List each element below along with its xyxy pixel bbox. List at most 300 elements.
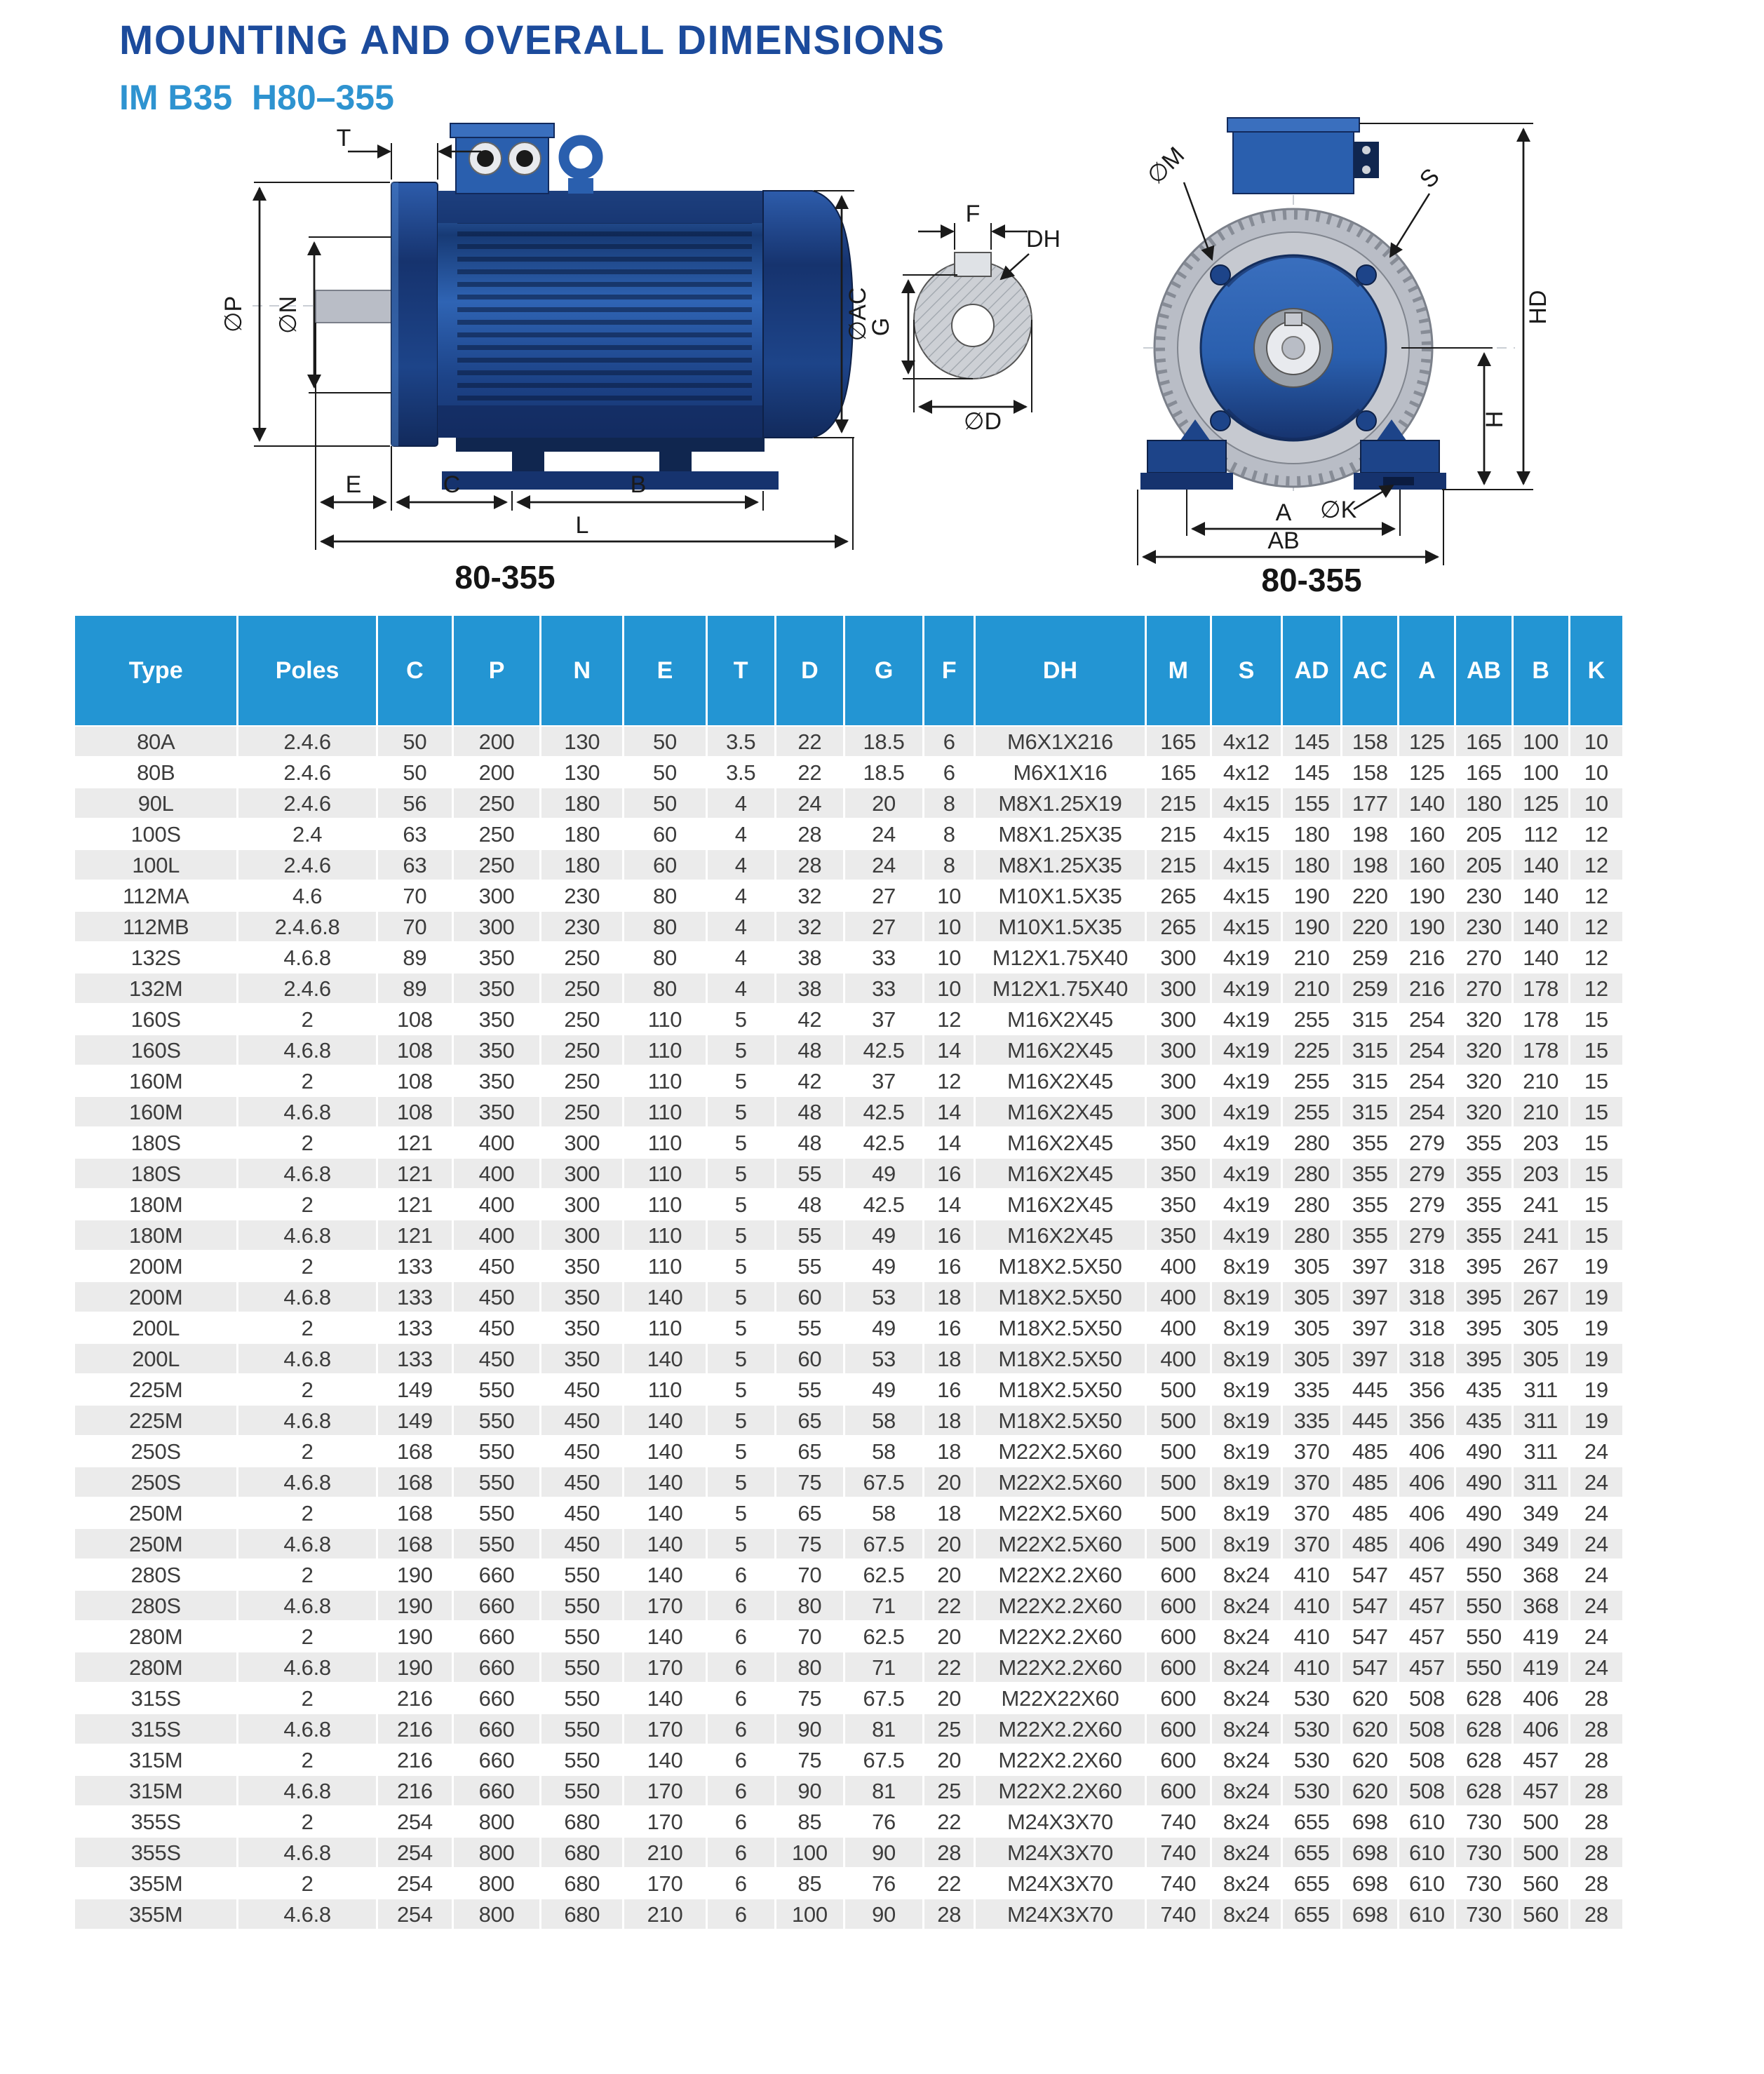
table-cell: 350 (454, 974, 539, 1003)
table-cell: 48 (776, 1097, 843, 1126)
table-cell: 110 (624, 1128, 705, 1157)
table-cell: 267 (1514, 1251, 1568, 1281)
table-cell: 42.5 (845, 1097, 922, 1126)
table-cell: 5 (708, 1498, 774, 1528)
dim-label-p: ∅P (220, 295, 247, 333)
table-cell: 225M (75, 1406, 236, 1435)
table-row (75, 727, 1622, 756)
table-cell: 5 (708, 1251, 774, 1281)
table-cell: 28 (1570, 1776, 1622, 1805)
table-cell: 2 (238, 1313, 375, 1342)
table-cell: 4 (708, 912, 774, 941)
column-header-p: P (454, 616, 539, 725)
table-cell: 10 (924, 943, 974, 972)
table-cell: M18X2.5X50 (976, 1313, 1144, 1342)
table-cell: 132S (75, 943, 236, 972)
foot (1361, 440, 1439, 473)
table-cell: 397 (1342, 1344, 1397, 1373)
table-cell: 165 (1456, 727, 1511, 756)
table-cell: 547 (1342, 1652, 1397, 1682)
table-cell: M22X2.5X60 (976, 1498, 1144, 1528)
table-cell: 254 (378, 1899, 452, 1929)
table-cell: 4.6.8 (238, 1035, 375, 1065)
table-cell: 550 (541, 1745, 622, 1775)
table-cell: 210 (1283, 943, 1340, 972)
side-view-caption: 80-355 (455, 559, 556, 595)
table-cell: 620 (1342, 1714, 1397, 1744)
table-cell: 740 (1147, 1838, 1210, 1867)
table-cell: 140 (624, 1436, 705, 1466)
table-cell: 4x19 (1212, 1035, 1281, 1065)
table-cell: M6X1X216 (976, 727, 1144, 756)
table-cell: 315S (75, 1714, 236, 1744)
table-cell: 530 (1283, 1776, 1340, 1805)
table-cell: 6 (708, 1652, 774, 1682)
table-cell: 280 (1283, 1128, 1340, 1157)
table-cell: 180 (541, 788, 622, 818)
table-cell: 140 (1399, 788, 1454, 818)
column-header-poles: Poles (238, 616, 375, 725)
table-cell: 250 (541, 974, 622, 1003)
table-cell: 315S (75, 1683, 236, 1713)
table-cell: 18 (924, 1282, 974, 1312)
table-cell: 485 (1342, 1467, 1397, 1497)
table-cell: M18X2.5X50 (976, 1344, 1144, 1373)
table-cell: 24 (845, 819, 922, 849)
table-cell: 450 (454, 1313, 539, 1342)
table-cell: 410 (1283, 1622, 1340, 1651)
table-cell: 8x24 (1212, 1745, 1281, 1775)
table-cell: 305 (1283, 1344, 1340, 1373)
table-cell: M10X1.5X35 (976, 881, 1144, 910)
table-cell: 48 (776, 1190, 843, 1219)
table-cell: 65 (776, 1406, 843, 1435)
table-cell: 628 (1456, 1745, 1511, 1775)
table-cell: 133 (378, 1344, 452, 1373)
table-cell: 230 (541, 912, 622, 941)
table-cell: 8x24 (1212, 1714, 1281, 1744)
table-row (75, 1776, 1622, 1805)
rear-end-bell (763, 191, 853, 438)
table-cell: 19 (1570, 1282, 1622, 1312)
table-cell: 10 (924, 974, 974, 1003)
table-cell: 8x19 (1212, 1375, 1281, 1404)
foot-base-plate (442, 471, 779, 490)
table-cell: 15 (1570, 1128, 1622, 1157)
table-cell: 435 (1456, 1406, 1511, 1435)
table-cell: 2 (238, 1375, 375, 1404)
column-header-t: T (708, 616, 774, 725)
table-cell: 280 (1283, 1190, 1340, 1219)
table-cell: 355 (1342, 1190, 1397, 1219)
table-cell: 203 (1514, 1128, 1568, 1157)
table-cell: M22X2.5X60 (976, 1529, 1144, 1558)
table-cell: 335 (1283, 1375, 1340, 1404)
table-cell: 419 (1514, 1622, 1568, 1651)
table-cell: 160S (75, 1035, 236, 1065)
column-header-b: B (1514, 616, 1568, 725)
table-cell: M22X2.5X60 (976, 1436, 1144, 1466)
table-cell: 16 (924, 1313, 974, 1342)
table-cell: 19 (1570, 1406, 1622, 1435)
table-cell: 279 (1399, 1128, 1454, 1157)
table-cell: 215 (1147, 850, 1210, 880)
table-cell: 108 (378, 1035, 452, 1065)
table-cell: 180M (75, 1220, 236, 1250)
table-cell: 311 (1514, 1467, 1568, 1497)
table-cell: 300 (541, 1190, 622, 1219)
shaft-center (1282, 337, 1305, 359)
table-cell: 2 (238, 1560, 375, 1589)
table-cell: 350 (1147, 1220, 1210, 1250)
table-cell: 24 (1570, 1622, 1622, 1651)
table-cell: M22X2.2X60 (976, 1560, 1144, 1589)
table-cell: M22X2.2X60 (976, 1622, 1144, 1651)
table-cell: 24 (1570, 1467, 1622, 1497)
table-cell: 500 (1147, 1406, 1210, 1435)
table-cell: 400 (454, 1159, 539, 1188)
table-cell: 200M (75, 1251, 236, 1281)
table-cell: 25 (924, 1714, 974, 1744)
table-cell: 300 (1147, 943, 1210, 972)
table-cell: 190 (1283, 912, 1340, 941)
table-cell: 355S (75, 1807, 236, 1836)
table-cell: 28 (924, 1838, 974, 1867)
table-cell: 6 (708, 1560, 774, 1589)
table-cell: 16 (924, 1251, 974, 1281)
table-cell: 3.5 (708, 727, 774, 756)
body-top-band (438, 191, 763, 223)
table-cell: 180S (75, 1128, 236, 1157)
table-cell: 300 (1147, 1035, 1210, 1065)
shaft-section-diagram (845, 202, 1084, 433)
table-cell: 2.4.6 (238, 788, 375, 818)
table-cell: 177 (1342, 788, 1397, 818)
table-cell: 16 (924, 1220, 974, 1250)
table-cell: 89 (378, 974, 452, 1003)
foot (1147, 440, 1226, 473)
table-cell: 250 (454, 819, 539, 849)
table-cell: 305 (1283, 1251, 1340, 1281)
table-cell: 406 (1399, 1498, 1454, 1528)
table-cell: 24 (1570, 1436, 1622, 1466)
table-cell: 110 (624, 1097, 705, 1126)
table-cell: 350 (541, 1344, 622, 1373)
table-cell: 100 (1514, 757, 1568, 787)
table-cell: 550 (541, 1591, 622, 1620)
table-cell: 250M (75, 1529, 236, 1558)
table-cell: 210 (1283, 974, 1340, 1003)
table-cell: 42.5 (845, 1128, 922, 1157)
table-cell: 50 (624, 727, 705, 756)
table-cell: 311 (1514, 1436, 1568, 1466)
table-cell: 24 (1570, 1529, 1622, 1558)
table-cell: 22 (776, 727, 843, 756)
table-cell: 20 (924, 1560, 974, 1589)
table-cell: 32 (776, 881, 843, 910)
table-cell: 8x24 (1212, 1591, 1281, 1620)
table-cell: 250 (541, 1066, 622, 1096)
table-row (75, 1652, 1622, 1682)
table-cell: 70 (776, 1622, 843, 1651)
table-cell: 15 (1570, 1220, 1622, 1250)
table-cell: 65 (776, 1498, 843, 1528)
table-cell: 4.6.8 (238, 1406, 375, 1435)
table-cell: 4.6 (238, 881, 375, 910)
table-cell: 28 (776, 819, 843, 849)
table-cell: 450 (454, 1251, 539, 1281)
table-cell: 63 (378, 819, 452, 849)
table-cell: 112MA (75, 881, 236, 910)
table-cell: 130 (541, 757, 622, 787)
table-cell: M8X1.25X35 (976, 819, 1144, 849)
table-cell: 58 (845, 1406, 922, 1435)
table-cell: 450 (541, 1375, 622, 1404)
table-cell: 457 (1514, 1745, 1568, 1775)
column-header-dh: DH (976, 616, 1144, 725)
dim-label-ab: AB (1267, 527, 1300, 554)
column-header-type: Type (75, 616, 236, 725)
table-cell: 90L (75, 788, 236, 818)
table-cell: 42.5 (845, 1190, 922, 1219)
table-cell: M22X2.2X60 (976, 1776, 1144, 1805)
table-cell: 6 (924, 757, 974, 787)
table-cell: 730 (1456, 1838, 1511, 1867)
table-cell: M16X2X45 (976, 1004, 1144, 1034)
table-cell: 4x19 (1212, 943, 1281, 972)
table-cell: 110 (624, 1159, 705, 1188)
table-cell: 241 (1514, 1220, 1568, 1250)
table-cell: 445 (1342, 1406, 1397, 1435)
table-cell: 560 (1514, 1868, 1568, 1898)
table-cell: 355S (75, 1838, 236, 1867)
table-cell: 112MB (75, 912, 236, 941)
table-cell: 170 (624, 1591, 705, 1620)
table-cell: 8x19 (1212, 1436, 1281, 1466)
table-cell: 530 (1283, 1683, 1340, 1713)
table-cell: 14 (924, 1190, 974, 1219)
table-cell: 259 (1342, 974, 1397, 1003)
table-cell: 49 (845, 1251, 922, 1281)
table-cell: 250 (454, 850, 539, 880)
table-cell: 370 (1283, 1436, 1340, 1466)
table-cell: 76 (845, 1807, 922, 1836)
table-cell: 215 (1147, 819, 1210, 849)
table-cell: 216 (378, 1745, 452, 1775)
table-cell: 50 (624, 788, 705, 818)
table-cell: 6 (708, 1714, 774, 1744)
table-cell: 18 (924, 1436, 974, 1466)
table-cell: 660 (454, 1652, 539, 1682)
table-cell: 267 (1514, 1282, 1568, 1312)
table-cell: 550 (541, 1622, 622, 1651)
table-cell: 2.4.6.8 (238, 912, 375, 941)
table-cell: 600 (1147, 1652, 1210, 1682)
table-cell: 49 (845, 1159, 922, 1188)
cable-gland-hole (516, 150, 533, 167)
table-cell: 406 (1399, 1467, 1454, 1497)
table-cell: 400 (1147, 1282, 1210, 1312)
table-cell: 280M (75, 1622, 236, 1651)
table-cell: 168 (378, 1529, 452, 1558)
table-row (75, 1159, 1622, 1188)
table-cell: 110 (624, 1035, 705, 1065)
dim-label-a: A (1275, 499, 1292, 526)
table-cell: 22 (924, 1807, 974, 1836)
table-cell: 6 (924, 727, 974, 756)
table-cell: 500 (1514, 1807, 1568, 1836)
table-row (75, 1097, 1622, 1126)
table-cell: 655 (1283, 1899, 1340, 1929)
table-cell: 50 (624, 757, 705, 787)
table-cell: 315 (1342, 1035, 1397, 1065)
table-cell: 110 (624, 1066, 705, 1096)
dim-label-f: F (965, 202, 981, 227)
table-cell: 20 (924, 1529, 974, 1558)
table-row (75, 1436, 1622, 1466)
table-cell: 112 (1514, 819, 1568, 849)
dim-label-m: ∅M (1142, 142, 1190, 190)
table-cell: 3.5 (708, 757, 774, 787)
table-cell: 254 (378, 1807, 452, 1836)
terminal-box-lid (1227, 118, 1359, 132)
column-header-n: N (541, 616, 622, 725)
keyway (1285, 313, 1302, 325)
table-cell: 180 (541, 819, 622, 849)
table-cell: 680 (541, 1899, 622, 1929)
table-cell: 4 (708, 788, 774, 818)
table-cell: 610 (1399, 1807, 1454, 1836)
foot-pedestal (512, 452, 544, 471)
table-cell: 55 (776, 1251, 843, 1281)
table-cell: 550 (454, 1498, 539, 1528)
table-cell: 110 (624, 1190, 705, 1219)
table-cell: 230 (541, 881, 622, 910)
table-cell: 4.6.8 (238, 1591, 375, 1620)
table-cell: 62.5 (845, 1622, 922, 1651)
table-cell: 550 (541, 1776, 622, 1805)
table-cell: 8x19 (1212, 1406, 1281, 1435)
table-cell: 28 (1570, 1868, 1622, 1898)
table-cell: 255 (1283, 1066, 1340, 1096)
table-cell: 140 (624, 1560, 705, 1589)
table-cell: 300 (1147, 1066, 1210, 1096)
table-cell: 180 (541, 850, 622, 880)
table-cell: 168 (378, 1498, 452, 1528)
table-cell: M24X3X70 (976, 1807, 1144, 1836)
table-cell: 140 (624, 1467, 705, 1497)
table-cell: 133 (378, 1251, 452, 1281)
table-cell: 457 (1399, 1560, 1454, 1589)
connector-bolt (1362, 146, 1371, 154)
table-cell: 620 (1342, 1776, 1397, 1805)
table-cell: 210 (624, 1838, 705, 1867)
table-cell: 10 (924, 912, 974, 941)
table-cell: 16 (924, 1375, 974, 1404)
table-cell: 698 (1342, 1899, 1397, 1929)
table-cell: 18.5 (845, 757, 922, 787)
table-cell: 550 (454, 1375, 539, 1404)
table-cell: 600 (1147, 1745, 1210, 1775)
table-cell: 58 (845, 1436, 922, 1466)
table-cell: 560 (1514, 1899, 1568, 1929)
table-cell: 457 (1399, 1652, 1454, 1682)
table-cell: 315M (75, 1776, 236, 1805)
table-row (75, 1004, 1622, 1034)
table-cell: 550 (1456, 1652, 1511, 1682)
table-cell: 32 (776, 912, 843, 941)
table-cell: 140 (624, 1498, 705, 1528)
motor-front-view-diagram (1122, 111, 1585, 574)
table-cell: M16X2X45 (976, 1190, 1144, 1219)
table-cell: 70 (776, 1560, 843, 1589)
table-cell: 628 (1456, 1776, 1511, 1805)
dim-label-d: ∅D (963, 408, 1002, 433)
table-cell: 279 (1399, 1220, 1454, 1250)
table-cell: 170 (624, 1714, 705, 1744)
table-cell: 4x19 (1212, 974, 1281, 1003)
table-cell: 350 (1147, 1128, 1210, 1157)
table-cell: 4.6.8 (238, 1529, 375, 1558)
table-cell: 350 (454, 1097, 539, 1126)
table-cell: 8 (924, 819, 974, 849)
table-row (75, 1220, 1622, 1250)
table-cell: 250 (454, 788, 539, 818)
table-cell: 397 (1342, 1313, 1397, 1342)
table-cell: 730 (1456, 1868, 1511, 1898)
table-cell: 5 (708, 1467, 774, 1497)
table-cell: 67.5 (845, 1529, 922, 1558)
table-cell: 5 (708, 1066, 774, 1096)
table-cell: 4x19 (1212, 1004, 1281, 1034)
table-cell: 170 (624, 1652, 705, 1682)
table-cell: 158 (1342, 727, 1397, 756)
table-cell: 5 (708, 1282, 774, 1312)
table-cell: M16X2X45 (976, 1220, 1144, 1250)
table-cell: 280 (1283, 1159, 1340, 1188)
table-cell: 660 (454, 1622, 539, 1651)
table-cell: 89 (378, 943, 452, 972)
table-cell: 8 (924, 788, 974, 818)
table-cell: 350 (1147, 1159, 1210, 1188)
table-cell: 280 (1283, 1220, 1340, 1250)
table-cell: 5 (708, 1313, 774, 1342)
table-cell: 254 (378, 1838, 452, 1867)
table-cell: 500 (1514, 1838, 1568, 1867)
table-row (75, 1745, 1622, 1775)
table-cell: 8x19 (1212, 1282, 1281, 1312)
table-cell: 200L (75, 1313, 236, 1342)
table-cell: 133 (378, 1313, 452, 1342)
table-cell: 410 (1283, 1591, 1340, 1620)
page-subtitle: IM B35 H80–355 (119, 78, 394, 117)
table-cell: 110 (624, 1375, 705, 1404)
table-cell: 19 (1570, 1344, 1622, 1373)
table-cell: 215 (1147, 788, 1210, 818)
table-cell: 4x15 (1212, 819, 1281, 849)
table-cell: 24 (845, 850, 922, 880)
table-cell: 8x19 (1212, 1467, 1281, 1497)
table-cell: 190 (1283, 881, 1340, 910)
table-cell: 355 (1456, 1128, 1511, 1157)
table-cell: 255 (1283, 1097, 1340, 1126)
table-cell: 450 (541, 1467, 622, 1497)
table-cell: 216 (378, 1776, 452, 1805)
table-cell: 241 (1514, 1190, 1568, 1219)
table-row (75, 1683, 1622, 1713)
table-cell: 28 (1570, 1683, 1622, 1713)
table-cell: 305 (1514, 1313, 1568, 1342)
